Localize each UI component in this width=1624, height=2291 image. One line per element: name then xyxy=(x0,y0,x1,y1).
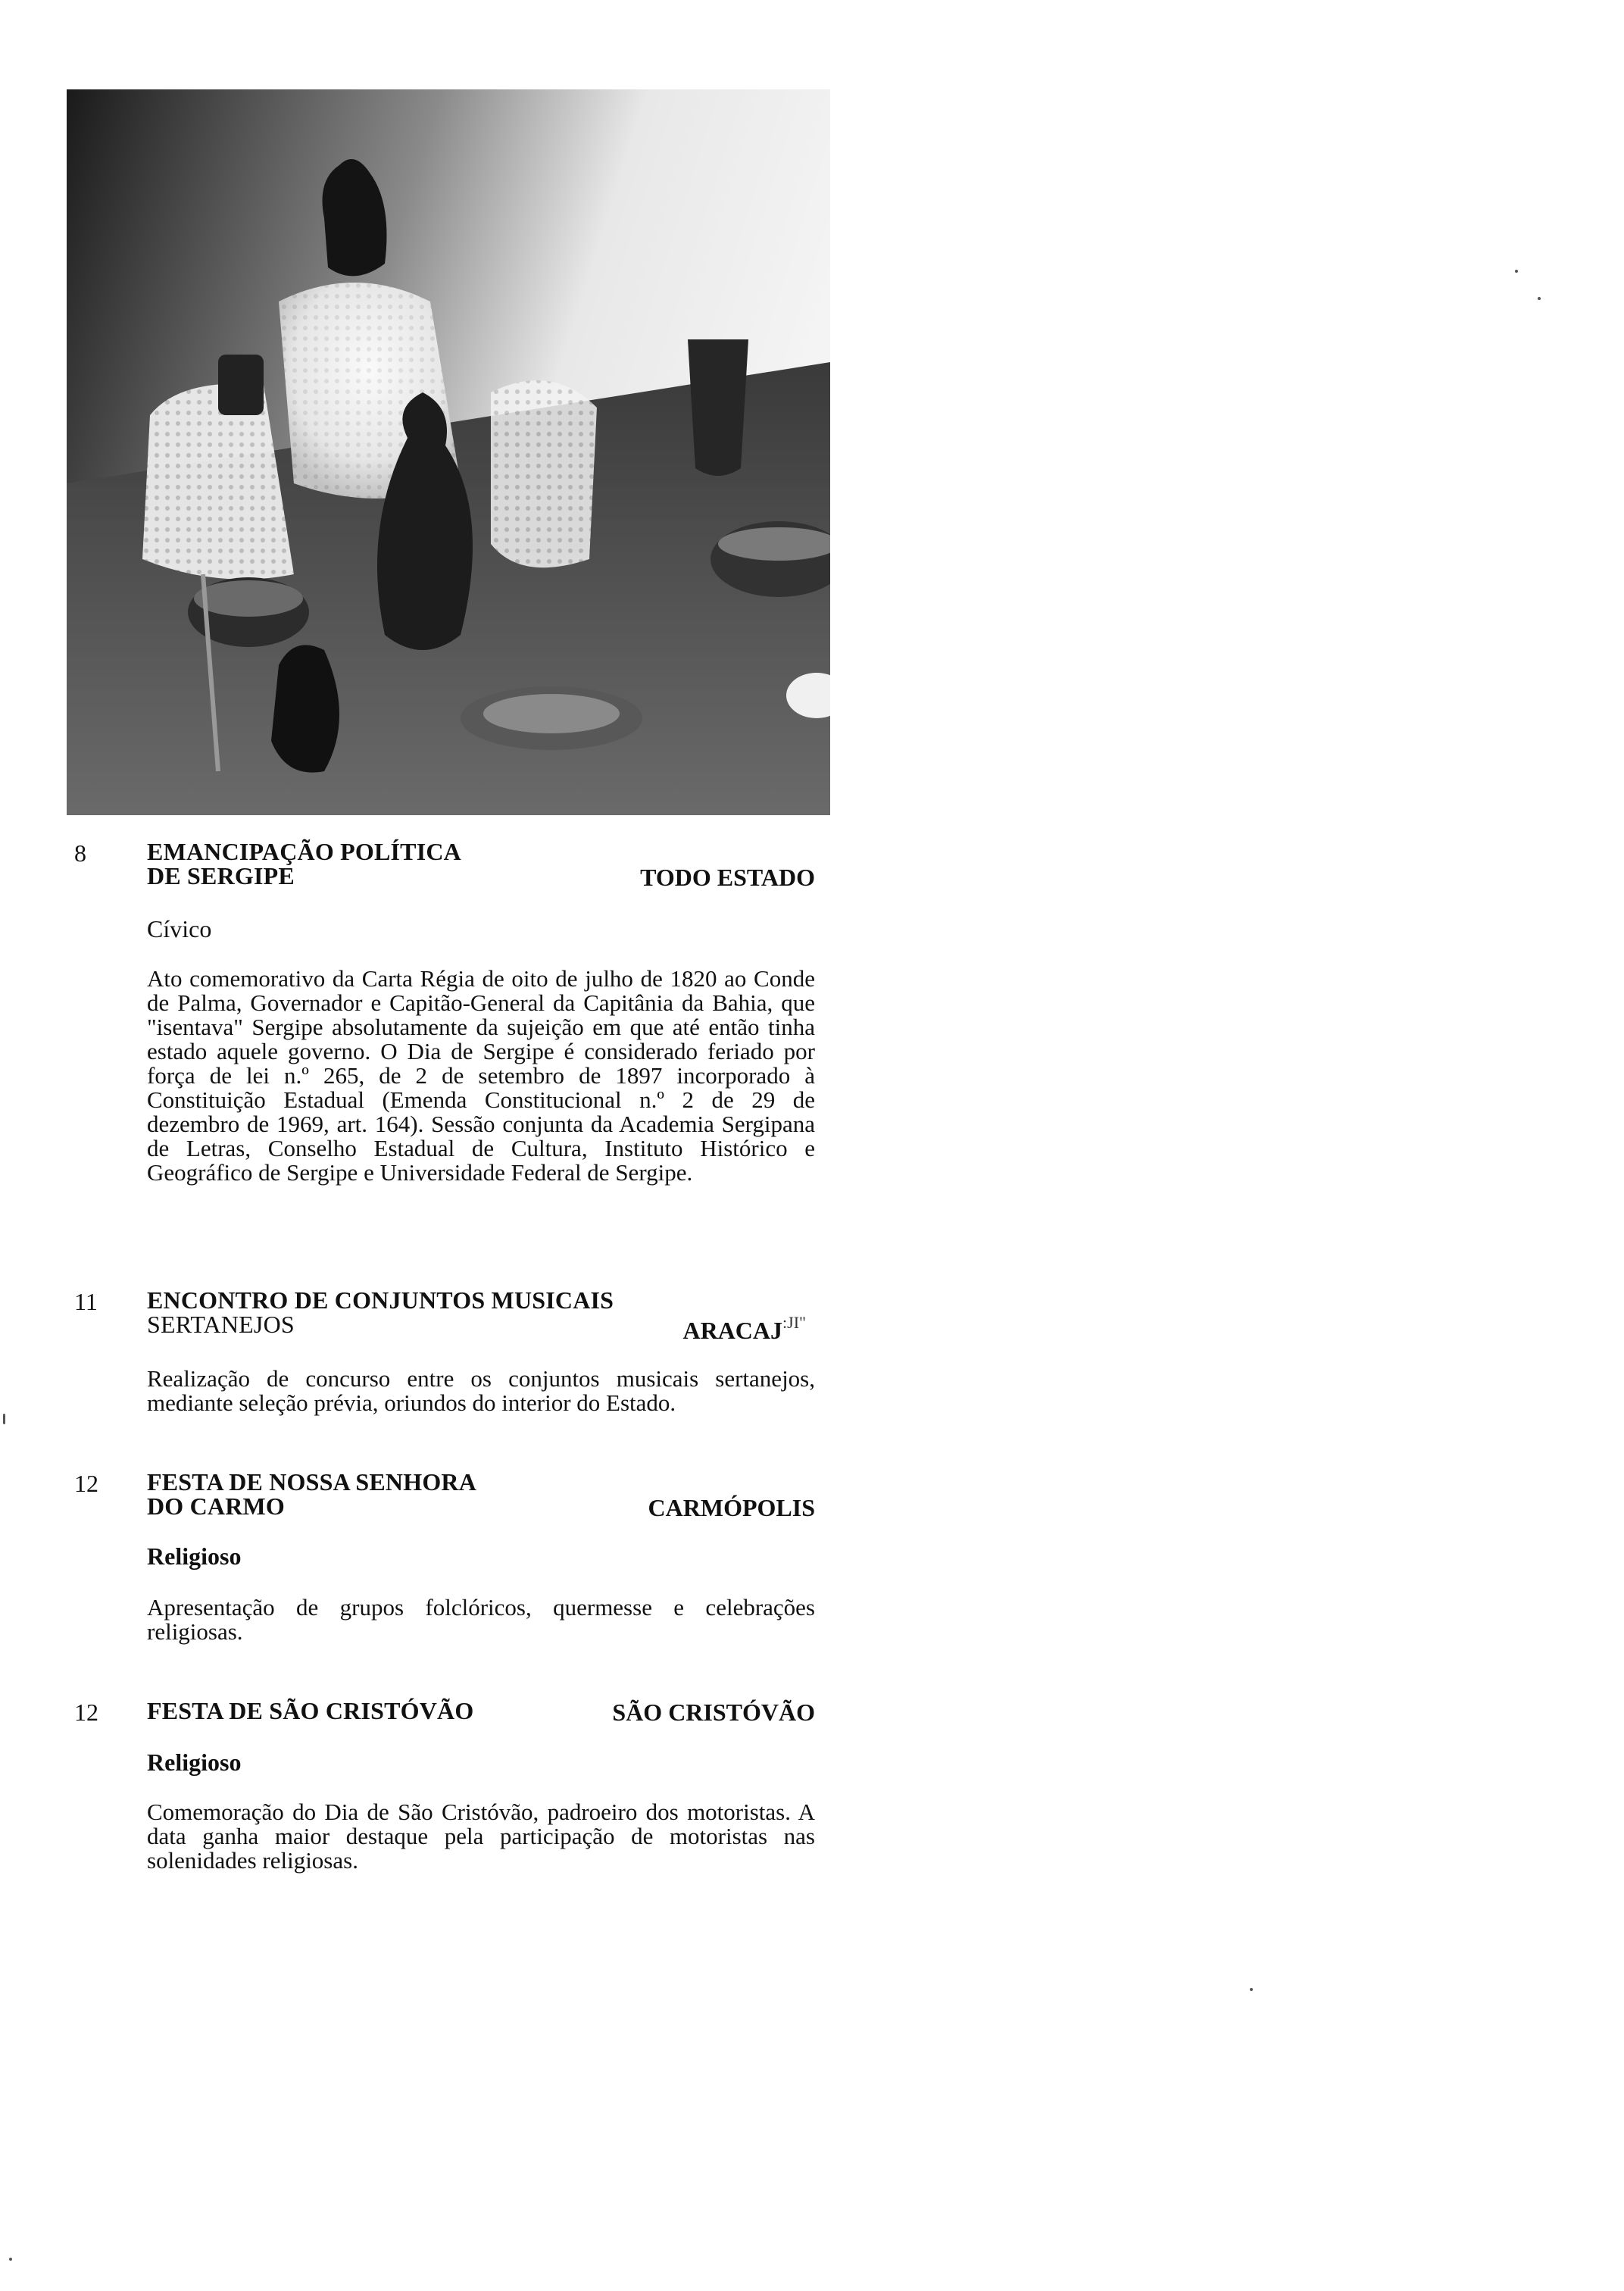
photo-pottery-and-lace xyxy=(67,89,830,815)
entry-category: Religioso xyxy=(147,1542,242,1570)
entry-title-line: DE SERGIPE xyxy=(147,862,295,889)
entry-place: SÃO CRISTÓVÃO xyxy=(612,1699,815,1726)
entry-day: 12 xyxy=(74,1470,98,1497)
entry-description: Apresentação de grupos folclóricos, quermesse e celebrações religiosas. xyxy=(147,1594,815,1645)
entry-title xyxy=(147,839,461,888)
scan-speck xyxy=(9,2258,12,2261)
entry-place: CARMÓPOLIS xyxy=(648,1494,815,1521)
entry-place: TODO ESTADO xyxy=(640,864,815,891)
entry-title-line: SERTANEJOS xyxy=(147,1311,295,1338)
scan-speck xyxy=(1515,270,1518,273)
entry-description: Realização de concurso entre os conjuntos musicais sertanejos, mediante seleção prévia, oriundos do interior do Estado. xyxy=(147,1365,815,1416)
entry-title xyxy=(147,1288,614,1336)
entry-day: 8 xyxy=(74,839,86,867)
entry-category: Cívico xyxy=(147,915,212,942)
entry-title-line: FESTA DE SÃO CRISTÓVÃO xyxy=(147,1697,474,1724)
entry-place-mark: :JI" xyxy=(782,1313,806,1332)
entry-description: Ato comemorativo da Carta Régia de oito de julho de 1820 ao Conde de Palma, Governador e Capitão-General da Capitânia da Bahia, que "isentava" Sergipe absolutamente da sujeição em que até então tinha estado aquele governo. O Dia de Sergipe é considerado feriado por força de lei n.º 265, de 2 de setembro de 1897 incorporado à Constituição Estadual (Emenda Constitucional n.º 2 de 29 de dezembro de 1969, art. 164). Sessão conjunta da Academia Sergipana de Letras, Conselho Estadual de Cultura, Instituto Histórico e Geográfico de Sergipe e Universidade Federal de Sergipe. xyxy=(147,965,815,1186)
scan-speck xyxy=(3,1414,5,1424)
entry-title-line: EMANCIPAÇÃO POLÍTICA xyxy=(147,838,461,865)
entry-day: 11 xyxy=(74,1288,98,1315)
entry-place-text: ARACAJ xyxy=(682,1317,783,1344)
scan-speck xyxy=(1538,297,1541,300)
entry-title-line: ENCONTRO DE CONJUNTOS MUSICAIS xyxy=(147,1286,614,1314)
entry-place xyxy=(682,1313,806,1344)
entry-title-line: FESTA DE NOSSA SENHORA xyxy=(147,1468,477,1496)
entry-category: Religioso xyxy=(147,1749,242,1776)
entry-description: Comemoração do Dia de São Cristóvão, padroeiro dos motoristas. A data ganha maior destaque pela participação de motoristas nas solenidades religiosas. xyxy=(147,1799,815,1874)
entry-title-line: DO CARMO xyxy=(147,1492,286,1520)
entry-title xyxy=(147,1699,473,1723)
scan-speck xyxy=(1250,1988,1253,1991)
photo-pottery xyxy=(67,89,830,815)
entry-title xyxy=(147,1470,476,1518)
entry-day: 12 xyxy=(74,1699,98,1726)
